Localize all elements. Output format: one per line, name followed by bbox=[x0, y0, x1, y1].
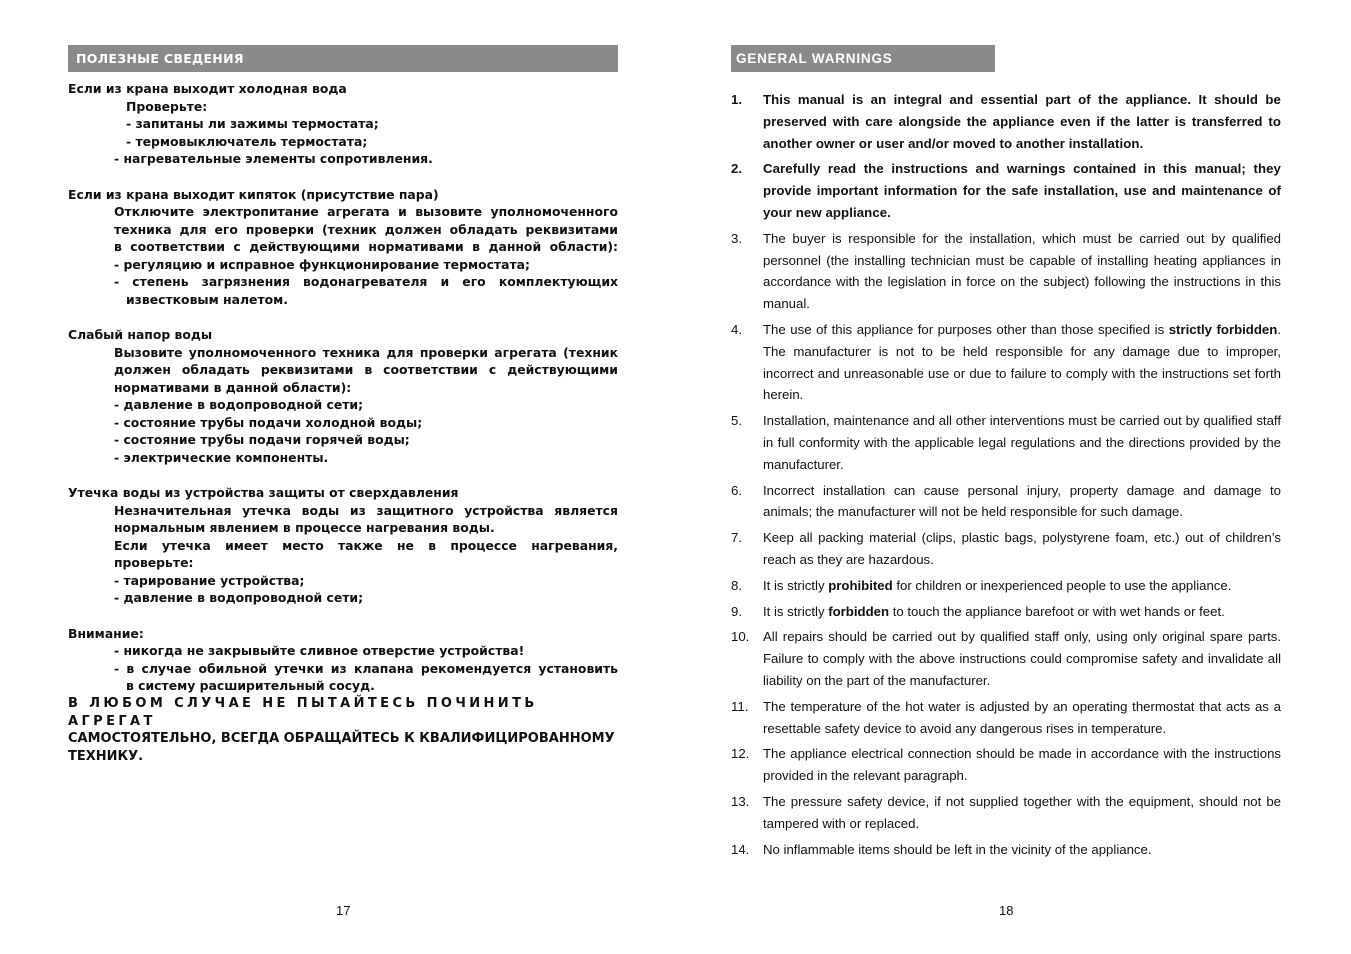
section-line: в систему расширительный сосуд. bbox=[126, 678, 375, 693]
page-number: 18 bbox=[999, 903, 1014, 918]
warning-text bbox=[763, 601, 1281, 623]
section-line: Если утечка имеет место также не в процессе нагревания, bbox=[114, 537, 618, 553]
warning-text: No inflammable items should be left in the vicinity of the appliance. bbox=[763, 841, 1152, 857]
section-line: Вызовите уполномоченного техника для проверки агрегата (техник bbox=[114, 344, 618, 360]
warning-text: The pressure safety device, if not supplied together with the equipment, should not be tampered with or replaced. bbox=[763, 793, 1281, 831]
warning-text: The temperature of the hot water is adjusted by an operating thermostat that acts as a resettable safety device to avoid any dangerous rises in temperature. bbox=[763, 698, 1281, 736]
section bbox=[68, 186, 618, 309]
section bbox=[68, 326, 618, 466]
warning-number: 8. bbox=[731, 577, 742, 593]
warning-item bbox=[731, 89, 1281, 154]
warning-number: 10. bbox=[731, 629, 750, 645]
warnings-list bbox=[731, 89, 1281, 864]
warning-item bbox=[731, 743, 1281, 787]
section-line: Незначительная утечка воды из защитного устройства является bbox=[114, 502, 618, 518]
section-line: - регуляцию и исправное функционирование термостата; bbox=[114, 256, 530, 272]
warning-text-part: to touch the appliance barefoot or with wet hands or feet. bbox=[889, 603, 1225, 619]
warning-text-part: It is strictly bbox=[763, 603, 829, 619]
section-line: - состояние трубы подачи горячей воды; bbox=[114, 432, 410, 447]
section-line: - давление в водопроводной сети; bbox=[114, 590, 364, 605]
warning-text-part: It is strictly bbox=[763, 577, 829, 593]
section-line: - термовыключатель термостата; bbox=[126, 133, 368, 149]
section-line: нормальным явлением в процессе нагревания воды. bbox=[114, 520, 495, 535]
warning-text: Incorrect installation can cause personal injury, property damage and damage to animals; the manufacturer will not be held responsible for such damage. bbox=[763, 482, 1281, 520]
warning-text-part: . The manufacturer is not to be held responsible for any damage due to improper, incorrect and unreasonable use or due to failure to comply with the instructions set forth herein. bbox=[763, 321, 1281, 403]
warning-number: 6. bbox=[731, 482, 742, 498]
section-line: - в случае обильной утечки из клапана рекомендуется установить bbox=[114, 660, 618, 676]
section-line: нормативами в данной области): bbox=[114, 379, 352, 395]
final-warning-line: В ЛЮБОМ СЛУЧАЕ НЕ ПЫТАЙТЕСЬ ПОЧИНИТЬ АГРЕГАТ bbox=[68, 696, 538, 729]
warning-item bbox=[731, 696, 1281, 740]
final-warning-line: ТЕХНИКУ. bbox=[68, 748, 144, 764]
warning-number: 9. bbox=[731, 603, 742, 619]
section-body bbox=[68, 642, 618, 695]
warning-number: 2. bbox=[731, 161, 742, 177]
warning-item bbox=[731, 319, 1281, 406]
warning-number: 11. bbox=[731, 698, 749, 714]
warning-text: The appliance electrical connection should be made in accordance with the instructions provided in the relevant paragraph. bbox=[763, 746, 1281, 784]
warning-number: 3. bbox=[731, 230, 742, 246]
section-line: - степень загрязнения водонагревателя и его комплектующих bbox=[114, 274, 618, 289]
section-title: Утечка воды из устройства защиты от сверхдавления bbox=[68, 485, 459, 500]
section-line: - нагревательные элементы сопротивления. bbox=[114, 151, 433, 166]
warning-emphasis: forbidden bbox=[828, 603, 890, 619]
warning-item bbox=[731, 601, 1281, 623]
section-title: Если из крана выходит холодная вода bbox=[68, 81, 347, 96]
section-line: - состояние трубы подачи холодной воды; bbox=[114, 414, 423, 430]
final-warning bbox=[68, 695, 618, 765]
section-line: - давление в водопроводной сети; bbox=[114, 397, 364, 412]
warning-text bbox=[763, 319, 1281, 406]
warning-number: 13. bbox=[731, 793, 750, 809]
warning-item bbox=[731, 791, 1281, 835]
section-line: Проверьте: bbox=[126, 98, 208, 114]
section-body bbox=[68, 344, 618, 467]
warning-text bbox=[763, 575, 1281, 597]
warning-item bbox=[731, 480, 1281, 524]
warning-emphasis: strictly forbidden bbox=[1168, 321, 1278, 337]
warning-number: 1. bbox=[731, 92, 742, 107]
section-line: в соответствии с действующими нормативами в данной области): bbox=[114, 239, 618, 254]
section-line: - запитаны ли зажимы термостата; bbox=[126, 116, 379, 131]
warning-number: 7. bbox=[731, 530, 742, 546]
warning-text: All repairs should be carried out by qualified staff only, using only original spare parts. Failure to comply with the above instructions could compromise safety and invalidate all liability on the part of the manufacturer. bbox=[763, 629, 1281, 688]
warning-number: 4. bbox=[731, 321, 742, 337]
page-number: 17 bbox=[336, 903, 351, 918]
warning-item bbox=[731, 839, 1281, 861]
section-title: Если из крана выходит кипяток (присутствие пара) bbox=[68, 186, 439, 202]
warning-item bbox=[731, 575, 1281, 597]
section-line: проверьте: bbox=[114, 555, 194, 570]
section-header: ПОЛЕЗНЫЕ СВЕДЕНИЯ bbox=[68, 45, 618, 72]
warning-item bbox=[731, 410, 1281, 475]
section-header: GENERAL WARNINGS bbox=[731, 45, 995, 72]
warning-text: The buyer is responsible for the installation, which must be carried out by qualified personnel (the installing technician must be capable of installing heating appliances in accordance with the legislation in force on the subject) following the instructions in this manual. bbox=[763, 230, 1281, 312]
warning-emphasis: prohibited bbox=[828, 577, 893, 593]
warning-text-part: The use of this appliance for purposes other than those specified is bbox=[763, 321, 1169, 337]
section-line: Отключите электропитание агрегата и вызовите уполномоченного bbox=[114, 204, 618, 219]
warning-item bbox=[731, 527, 1281, 571]
section-title: Внимание: bbox=[68, 625, 144, 641]
final-warning-line: САМОСТОЯТЕЛЬНО, ВСЕГДА ОБРАЩАЙТЕСЬ К КВАЛИФИЦИРОВАННОМУ bbox=[68, 731, 615, 746]
section-line: техника для его проверки (техник должен обладать реквизитами bbox=[114, 221, 618, 237]
warning-item bbox=[731, 158, 1281, 223]
warning-text: Keep all packing material (clips, plastic bags, polystyrene foam, etc.) out of children’s reach as they are hazardous. bbox=[763, 530, 1281, 567]
troubleshooting-sections bbox=[68, 80, 618, 713]
warning-text: Installation, maintenance and all other interventions must be carried out by qualified staff in full conformity with the applicable legal regulations and the directions provided by the manufacturer. bbox=[763, 413, 1281, 472]
section-line: - никогда не закрывыйте сливное отверстие устройства! bbox=[114, 643, 525, 658]
warning-text: Carefully read the instructions and warnings contained in this manual; they provide important information for the safe installation, use and maintenance of your new appliance. bbox=[763, 161, 1281, 220]
warning-number: 5. bbox=[731, 413, 742, 429]
section-line: - тарирование устройства; bbox=[114, 572, 305, 588]
section bbox=[68, 80, 618, 168]
warning-item bbox=[731, 626, 1281, 691]
section-line: - электрические компоненты. bbox=[114, 449, 329, 465]
section bbox=[68, 625, 618, 695]
section-body bbox=[68, 502, 618, 607]
section-body bbox=[68, 98, 618, 168]
section-line: должен обладать реквизитами в соответствии с действующими bbox=[114, 362, 618, 377]
warning-number: 14. bbox=[731, 841, 750, 857]
warning-number: 12. bbox=[731, 746, 750, 762]
section-line: известковым налетом. bbox=[126, 291, 288, 307]
section-title: Слабый напор воды bbox=[68, 327, 213, 342]
warning-text-part: for children or inexperienced people to use the appliance. bbox=[892, 577, 1232, 593]
warning-text: This manual is an integral and essential part of the appliance. It should be preserved with care alongside the appliance even if the latter is transferred to another owner or user and/or moved to another installation. bbox=[763, 92, 1281, 151]
section-body bbox=[68, 203, 618, 308]
section bbox=[68, 484, 618, 607]
warning-item bbox=[731, 228, 1281, 315]
